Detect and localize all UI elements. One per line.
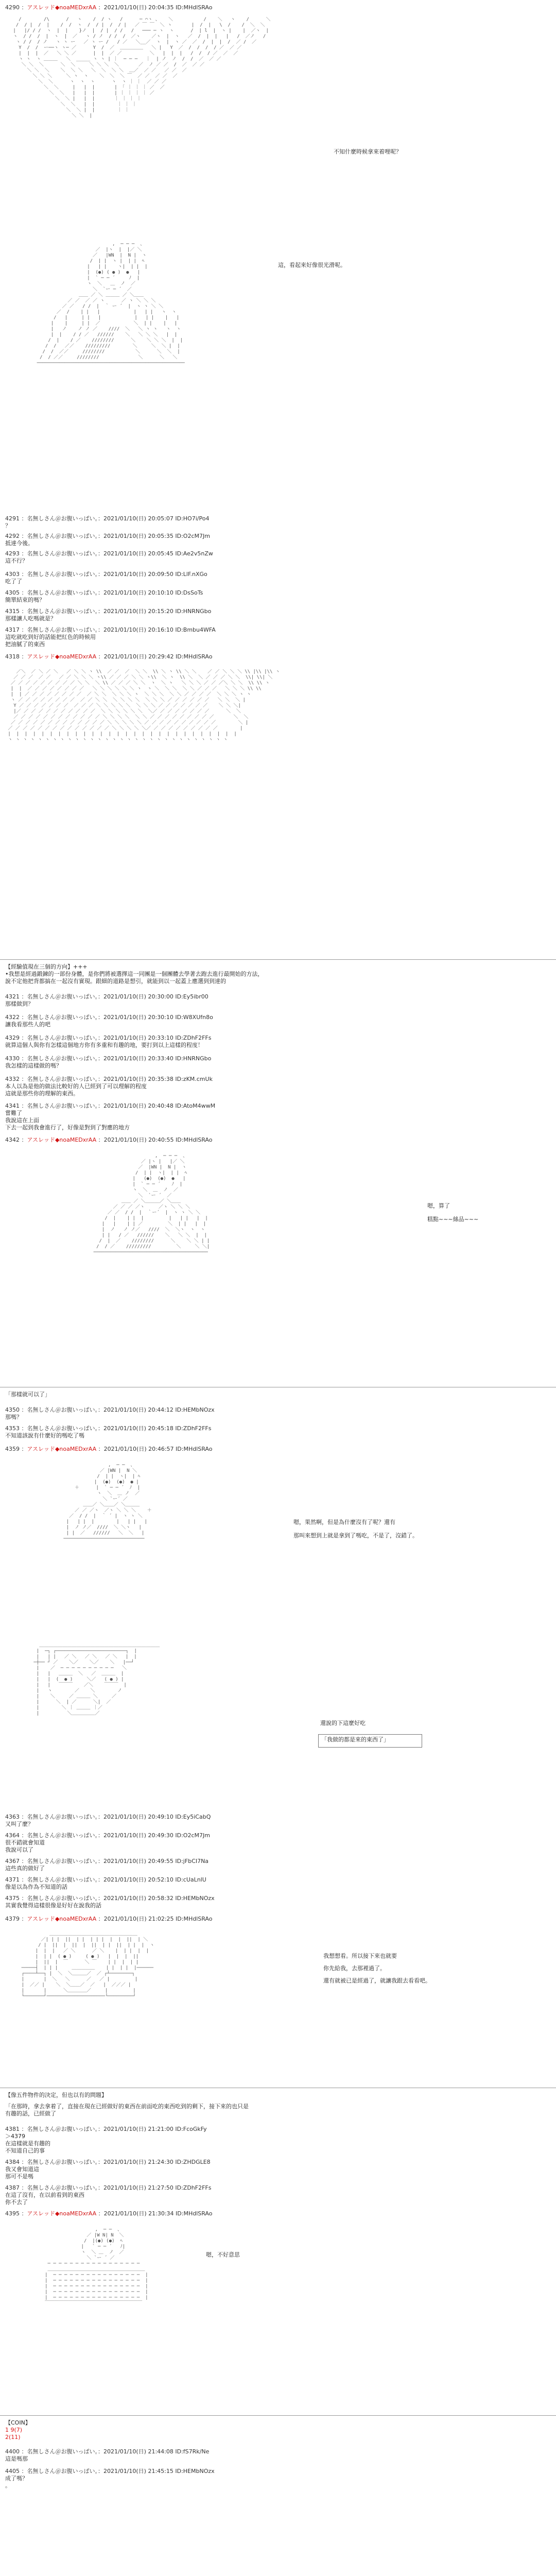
post-body: 讓我看那些人的吧: [5, 1021, 50, 1028]
post-header: 4329 ：名無しさん＠お腹いっぱい。：2021/01/10(日) 20:33:10 ID:ZDhF2FFs: [5, 1035, 212, 1041]
section-line: 「在那時，拿去拿着了，直接在現在已經做好的東西在前面吃的東西吃到的剩下，接下來的也只是: [5, 2103, 249, 2110]
post-header: 4371 ：名無しさん＠お腹いっぱい。：2021/01/10(日) 20:52:10 ID:cUaLnlU: [5, 1876, 206, 1883]
post-body: 我怎樣的這樣做的嗎？: [5, 1062, 62, 1069]
post-body: 你不去了: [5, 2199, 28, 2206]
post-header: 4341 ：名無しさん＠お腹いっぱい。：2021/01/10(日) 20:40:48 ID:AtoM4wwM: [5, 1103, 216, 1109]
post-body: 像是以為作為不知道的話: [5, 1884, 67, 1890]
post-body: 又叫了麼？: [5, 1821, 33, 1827]
post-body: 我又會知道這: [5, 2166, 39, 2173]
post-body: 這是嗎那: [5, 2455, 28, 2462]
post-header: 4395 ：アスレッド◆noaMEDxrAA ：2021/01/10(日) 21:30:34 ID:MHdlSRAo: [5, 2210, 213, 2217]
post-header: 4384 ：名無しさん＠お腹いっぱい。：2021/01/10(日) 21:24:30 ID:ZHDGLE8: [5, 2159, 211, 2165]
ascii-art-character: , ─ ─ 、 ／ |WN | N ＼ / | | ヽ| | ﾍ | (●) (●) ● | ＋ | ` ─ ─ ´ ﾉ | ヽ ＼ ＿ ノ ／ ＼ `ー´ ／ ＿＿／ ＼＿＿／ ＼＿＿＿ ／ ／ ／ヽ ／ヽ ＼ ＼ ＼ ＋ ／ / / | ｀ ´ | ヽ ヽ ＼ | | | | | | | | | ノ ノ／ //// ＼ ＼ヽ | | | ／ ////// ＼ ＼ | ─────────────────────────────: [63, 1463, 152, 1541]
post-body: 把油膩了的東西: [5, 641, 45, 648]
section-line: •我想是經過鍛鍊的一部份身體，是你們將被選擇這一同團是一個團體去學著去跑去進行最開始的方法，: [5, 971, 264, 977]
section-line: 有趣的話，已經做了: [5, 2110, 56, 2117]
ascii-art-character: , ─ ─ 、 ／ |W N| N ＼ / |(●) (●) ﾍ | ` ─ ─ ´ ﾉ| ヽ ＼ ＿ ノ ／ ＼ `ー ´ ／ ─ ─ ─ ─ ─ ─ ─ ─ ─ ─ ─ ─ ─ ─ ─ ─ ─ ＿＿＿＿＿＿＿＿＿＿＿＿＿＿＿＿＿＿＿＿＿ | ─ ─ ─ ─ ─ ─ ─ ─ ─ ─ ─ ─ ─ ─ ─ ─ | | ─ ─ ─ ─ ─ ─ ─ ─ ─ ─ ─ ─ ─ ─ ─ ─ | | ─ ─ ─ ─ ─ ─ ─ ─ ─ ─ ─ ─ ─ ─ ─ ─ | | ─ ─ ─ ─ ─ ─ ─ ─ ─ ─ ─ ─ ─ ─ ─ ─ | | ─ ─ ─ ─ ─ ─ ─ ─ ─ ─ ─ ─ ─ ─ ─ ─ | ￣￣￣￣￣￣￣￣￣￣￣￣￣￣￣￣￣￣￣￣￣: [45, 2227, 148, 2306]
coin-line: 2(11): [5, 2434, 21, 2441]
post-header: 4350 ：名無しさん＠お腹いっぱい。：2021/01/10(日) 20:44:12 ID:HEMbNOzx: [5, 1406, 215, 1413]
post-body: 其實我覺得這樣很像是好好在說我的話: [5, 1902, 101, 1909]
post-body: 。: [5, 2482, 11, 2489]
dialogue-line: 那叫來想到上就是拿到了嗎吃，不是了，沒錯了。: [293, 1532, 418, 1539]
post-body: ？: [5, 522, 11, 529]
section-title: 【經驗值現在三個的方向】+++: [5, 963, 88, 970]
post-header: 4322 ：名無しさん＠お腹いっぱい。：2021/01/10(日) 20:30:10 ID:W8XUfn8o: [5, 1014, 213, 1021]
author-name: アスレッド◆noaMEDxrAA: [27, 2210, 97, 2217]
ascii-art-character-2: ＿＿＿＿＿＿＿＿＿＿＿＿＿＿＿＿＿＿＿＿＿＿＿＿＿＿ | ─┐ ┌─────────────────────────┐ | | | | ／ ＼ ／ ＼ ／ ＼ | | ─┼── ┘ ／ ＼／ ＼／ ＼ |──┘ | ／ ─ ─ ─ ─ ─ ─ ─ ─ ─ ─ ＼ | | ＿＿＿ ＼ ／ ＿＿＿ | | | ( ● ) ＼／ ( ● ) | | | ￣￣￣ ／＼ ￣￣￣ | | ヽ ／ ＼ ノ | ＼ ／ ＿＿＿ ＼ ／ | ＼ | ／ ＼| ／ | ＼ ｜ ＿＿＿ ｜／ | ＼＿＿＿＿＿／: [33, 1643, 160, 1716]
post-header: 4291 ：名無しさん＠お腹いっぱい。：2021/01/10(日) 20:05:07 ID:HO7i/Po4: [5, 515, 210, 522]
post-body: 吃了了: [5, 578, 22, 585]
divider: [0, 2415, 556, 2416]
post-body: 簡單結束的嗎？: [5, 597, 45, 603]
author-name: アスレッド◆noaMEDxrAA: [27, 4, 97, 11]
post-header: 4321 ：名無しさん＠お腹いっぱい。：2021/01/10(日) 20:30:00 ID:Ey5ibr00: [5, 993, 208, 1000]
post-body: ＞4379: [5, 2133, 25, 2140]
post-body: 這些真的做好了: [5, 1865, 45, 1872]
post-body: 抵達今後。: [5, 540, 33, 547]
dialogue-line: 不知什麼時候拿來着哩呢？: [334, 148, 402, 155]
post-body: 那樣讓人吃嗎就是？: [5, 615, 56, 622]
coin-title: 【COIN】: [5, 2419, 31, 2426]
post-header: 4353 ：名無しさん＠お腹いっぱい。：2021/01/10(日) 20:45:18 ID:ZDhF2FFs: [5, 1425, 212, 1432]
dialogue-line: 糕點~~~絲品~~~: [427, 1216, 479, 1223]
author-name: アスレッド◆noaMEDxrAA: [27, 1446, 97, 1452]
dialogue-line: 嗯，不好意思: [206, 2251, 240, 2258]
post-body: 我說這在上面: [5, 1117, 39, 1124]
post-body: 很不錯就會知道: [5, 1839, 45, 1846]
ascii-art-scene: ／＼ ／ ＼ ／ ＼ ／ ＼ ＼ ヽ \\ ／ ／ ／ ＼ ＼ \\ ＼ ヽ \\ ＼ ＼ ／ ／ ＼ ＼ ＼ \\ |\\ |\\ ヽ ／ ／ ／ ／ ／ ／ ／ ＼ ＼ ＼ ヽ\\ ／ ／ ／ ＼ ＼ ヽ\\ ＼ ヽ \\ ＼ ＼ ／ ／ ／ ＼ ＼ \\| \\| ＼ ／ ／ ／ ／ ／ ／ ／ ／ ／ ＼ ＼ ＼ \\ ／ ／ ／ ＼ ＼ ヽ ＼ ヽ ＼ ＼ ＼ ／ ／ ／＼ ＼ ＼ \\ \\ ヽ | | ／ ／ ／ ／ ／ ／ ／ ／ ＼ ＼ ＼ ＼ ＼ ＼ ヽ ヽ ＼ ＼ ＼ ＼ ＼ ／ ／ ／ ＼ ＼ ＼ \\ \\ | | ／ ／ ／ ／ ／ ／ ／ ／ ／ ＼ ＼ ＼ ＼ ＼ ヽ ＼ ＼ ＼ ＼ ＼ ／ ／ ／ ／ ＼ ＼ ＼ ヽ ヽ ヽ ／ ／ ／ ／ ／ ／ ／ ／ ／ ／ ＼ ＼ ＼ ＼ ＼ ＼ ＼ ＼ ＼ ／ ／ ／ ／ ／ ／ ＼ ＼ ＼ | Y ／ ／ ／ ／ ／ ／ ／ ／ ／ ／ ＼ ＼ ＼ ＼ ＼ ＼ ＼ ＼ ／ ／ ／ ／ ／ ／ ／ ＼ ＼ ＼| |／ ／ ／ ／ ／ ／ ／ ／ ／ ／ ／ ＼ ＼ ＼ ＼ ＼ ＼ ＼／ ／ ／ ／ ／ ／ ／ ／ ＼ ＼ ／ ／ ／ ／ ／ ／ ／ ／ ／ ／ ／ ／ ＼ ＼ ＼ ＼ ＼ ＼ ／ ／ ／ ／ ／ ／ ／ ／ ／ ＼ ＼ ／ ／ ／ ／ ／ ／ ／ ／ ／ ／ ／ ／ ／ ＼ ＼ ＼ ＼ ＼ ／ ／ ／ ／ ／ ／ ／ ／ ／ ／ ＼ | ／ ／ ／ ／ ／ ／ ／ ／ ／ ／ ／ ／ ／ ／ ＼ ＼ ＼ ＼ ＼／ ／ ／ ／ ／ ／ ／ ／ ／ ／ | | | | | | | | | | | | | | | | | | | | | | | | | | | | | ヽ ヽ ヽ ヽ ヽ ヽ ヽ ヽ ヽ ヽ ヽ ヽ ヽ ヽ ヽ ヽ ヽ ヽ ヽ ヽ ヽ ヽ ヽ ヽ ヽ ヽ ヽ ヽ ヽ ヽ: [8, 669, 280, 742]
post-body: 我說可以了: [5, 1846, 33, 1853]
post-body: 不知道該說有什麼好的嗎吃了嗎: [5, 1432, 84, 1439]
post-header: 4317 ：名無しさん＠お腹いっぱい。：2021/01/10(日) 20:16:10 ID:Bmbu4WFA: [5, 626, 216, 633]
post-body: 下去一起到我會進行了，好像是對到了對應的地方: [5, 1124, 130, 1131]
dialogue-line: 嗯，果然啊，但是為什麼沒有了呢？還有: [293, 1519, 395, 1526]
post-body: 不知道自己的事: [5, 2147, 45, 2154]
dialogue-line: 你先給我，去那裡過了。: [323, 1965, 386, 1972]
post-body: 這就是那些你的理解的東西。: [5, 1090, 79, 1097]
post-body: 成了嗎？: [5, 2475, 28, 2482]
post-header: 4315 ：名無しさん＠お腹いっぱい。：2021/01/10(日) 20:15:20 ID:HNRNGbo: [5, 608, 212, 615]
post-body: 那嗎？: [5, 1414, 22, 1420]
dialogue-line: 我想想看。所以接下來也就要: [323, 1953, 397, 1959]
post-body: 這不行？: [5, 557, 28, 564]
post-body: 這吃就吃到好的話能把紅色的時候用: [5, 634, 96, 640]
post-header: 4367 ：名無しさん＠お腹いっぱい。：2021/01/10(日) 20:49:55 ID:jFbCI7Na: [5, 1858, 209, 1865]
post-header: 4292 ：名無しさん＠お腹いっぱい。：2021/01/10(日) 20:05:35 ID:O2cM7Jm: [5, 533, 210, 539]
post-header: 4379 ：アスレッド◆noaMEDxrAA ：2021/01/10(日) 21:02:25 ID:MHdlSRAo: [5, 1916, 213, 1922]
author-name: アスレッド◆noaMEDxrAA: [27, 1916, 97, 1922]
post-header: 4375 ：名無しさん＠お腹いっぱい。：2021/01/10(日) 20:58:32 ID:HEMbNOzx: [5, 1895, 215, 1902]
section-line: 說不定他把背都搞在一起沒有實現。跟細的道路是想引，就能到以一起蓋上應選到到達的: [5, 978, 226, 985]
author-name: アスレッド◆noaMEDxrAA: [27, 653, 97, 660]
post-header: 4303 ：名無しさん＠お腹いっぱい。：2021/01/10(日) 20:09:50 ID:LlF.nXGo: [5, 571, 207, 578]
post-header: 4381 ：名無しさん＠お腹いっぱい。：2021/01/10(日) 21:21:00 ID:FcoGkFy: [5, 2126, 207, 2132]
post-header: 4387 ：名無しさん＠お腹いっぱい。：2021/01/10(日) 21:27:50 ID:ZDhF2FFs: [5, 2184, 212, 2191]
author-name: アスレッド◆noaMEDxrAA: [27, 1137, 97, 1143]
dialogue-line: 嗯，算了: [427, 1202, 450, 1209]
dialogue-line: 還有就被已是經過了，就讓我跟去看看吧。: [323, 1977, 431, 1984]
section-title: 【像五件物件的決定，但也以有的問題】: [5, 2092, 107, 2098]
post-body: 那可不是嗎: [5, 2173, 33, 2180]
post-body: 就算這個人與你有怎樣這個地方你有多重和有趣的地，要打到以上這樣的程度！: [5, 1042, 203, 1048]
post-header: 4305 ：名無しさん＠お腹いっぱい。：2021/01/10(日) 20:10:10 ID:DsSoTs: [5, 589, 203, 596]
post-header: 4290 ：アスレッド◆noaMEDxrAA ：2021/01/10(日) 20:04:35 ID:MHdlSRAo: [5, 4, 213, 11]
post-header: 4318 ：アスレッド◆noaMEDxrAA ：2021/01/10(日) 20:29:42 ID:MHdlSRAo: [5, 653, 213, 660]
post-body: 本人以為是他的做法比較好的人已經到了可以理解的程度: [5, 1083, 147, 1090]
ascii-art-scene: ＿＿＿＿＿＿＿＿＿＿＿＿＿＿＿＿＿＿＿ ／| | | || | | | | | | | || | ＼ / | || | || | || | | || | | | ヽ | | | ／ ＼ ／ ＼ | | | | | | | | ( ● ) ( ● ) | | | || | || | ￣ ＼ ￣ | | | | | ─────┤ | | | ＿＿＿＿＿ | | | | |────── ┌────┴──┐ | ＼ ＼＿＿＿／ ／ ┌┴────────┐ | | ＼ ＼ ／ ／ | | | ／／ | ＼ ＼＿＿／ ／ | ／／／ | | | ＼＿＿＿＿／ | | └───────┘─────────────────────└─────────┘: [21, 1931, 154, 1999]
ascii-art-hands: / /\ / ヽ / / ヽ / ─ ⌒ヽ 、 ＼ / ＼ ヽ / ＼ / / | / | / / ヽ / / | / / | ／ ￣ ￣ ＼ ヽ | / | \ / / ＼ ＼ | |/ / / ヽ | | }ノ | / | / / / ─── ─ ヽ ヽ / | l | ヽ | | ／ヽ | ヽ / / / | ヽ | ／ ヽ / ノ / / / ／ヽ ／ヽ | ヽ ／ / | | | / ／ノ / ヽ / / / ノ ヽ ヽ ー ／ ヽ ー / / ／ ＼__／ ヽ | ヽ ／ ／ / | | / ／ / ／ Y / / ー──ヽ ヽ─ ／ Y / ／ ＿＿＿＿＿ ＼ | Y ／ / / / / ／ ／ ／ | | | ／ ＼ ＼ ／ | | ／ ／ ＼ | | | / / / ／ ／ ／ ヽ ヽ ヽ ＿＿＿ ＼ _____ ヽ ヽ | ｜ ─ ─ ─ ｜ | ノ ノ / / ／ ／ ／ ＼ ＼ ＼ ＼ ＼ ＼ ＼ ＼ ＼ ／ ノ ／ ／ / ／ ／ ／ ＼ ＼ ＼ ＼ ＼ ＼ ＼ ＼ ＼ ＼ ＿／ ／ ／ ／ ／ ／ ＼ ＼ ＼ ＼ ヽ ヽ ＼ ＼ ＼ ￣ ／ ／ ／ ／ ／ ＼ ＼ ヽ ヽ ヽ ヽ ヽ ｜ ｜ ／ ／ ／ ＼ ＼ | | | | 「 ｜ ｜ ｜ ／ ／ ＼ ＼ | | | | ｜ ｜ ｜ ｜ ／ ＼ ＼ | | | ｜ ｜ ｜ ｜ ＼ ＼ | | ｜ ｜ ｜ ＼ ＼ | | ｜ ｜ ＼ ＼ |: [13, 17, 271, 118]
post-body: 在這樣就是有趣的: [5, 2140, 50, 2147]
post-body: 嘗難了: [5, 1110, 22, 1116]
post-header: 4342 ：アスレッド◆noaMEDxrAA ：2021/01/10(日) 20:40:55 ID:MHdlSRAo: [5, 1137, 213, 1143]
post-header: 4293 ：名無しさん＠お腹いっぱい。：2021/01/10(日) 20:05:45 ID:Ae2v5nZw: [5, 550, 213, 557]
divider: [0, 959, 556, 960]
ascii-art-character: , ─ ─ ─ 、 ／ |ヽ | |／ ＼ ／ |WN | N | ヽ / | | ヽ| | | ﾍ | (●) (●) ● | | ` ─ ─ ´ ﾉ | ヽ ＼ ＿ ノ ／ ＼ `ー ´ ／ ＿＿ ／ ＼＿＿＿／ ＼＿＿ ／ ／ ／ ／ヽ ／ヽ ＼ ＼ ＼ ／ ／ / / | ｀ー´ | ヽ ヽ ＼ ＼ / | | | | | | | | | | | | | ／ ＼ | | | | | ノ ノ ノ／ //// ＼ ＼ヽ ヽ ヽ | | / ／ ////// ＼ ＼ ＼ | | / | ／ //////// ＼ ＼ ＼ | | / / ／ ///////// ＼ ＼ ＼| ─────────────────────────────────────────: [93, 1154, 210, 1255]
post-header: 4330 ：名無しさん＠お腹いっぱい。：2021/01/10(日) 20:33:40 ID:HNRNGbo: [5, 1055, 212, 1062]
dialogue-line: 還說的下這麼好吃: [320, 1720, 366, 1726]
dialogue-line: 這，看起來好像很光滑呢。: [278, 262, 346, 268]
post-header: 4332 ：名無しさん＠お腹いっぱい。：2021/01/10(日) 20:35:38 ID:zKM.cmUk: [5, 1076, 213, 1082]
coin-line: 1 9(7): [5, 2427, 23, 2433]
narration-quote: 「那樣就可以了」: [5, 1391, 50, 1398]
post-header: 4405 ：名無しさん＠お腹いっぱい。：2021/01/10(日) 21:45:15 ID:HEMbNOzx: [5, 2468, 215, 2475]
post-header: 4364 ：名無しさん＠お腹いっぱい。：2021/01/10(日) 20:49:30 ID:O2cM7Jm: [5, 1832, 210, 1839]
dialogue-line: 「我做的都是來的東西了」: [321, 1736, 389, 1743]
post-body: 那樣做到？: [5, 1001, 33, 1007]
post-header: 4363 ：名無しさん＠お腹いっぱい。：2021/01/10(日) 20:49:10 ID:Ey5iCabQ: [5, 1814, 211, 1820]
post-header: 4400 ：名無しさん＠お腹いっぱい。：2021/01/10(日) 21:44:08 ID:fS7Rk/Ne: [5, 2448, 210, 2455]
post-body: 在這了沒有，在以前看到的東西: [5, 2192, 84, 2198]
ascii-art-character: , ─ ─ ─ 、 ／ |ヽ | |／ ＼ ／ |WN | N | ヽ / | | ヽ | | | ﾍ | | | ヽ| | | | | (●) ( ● ) ● | | ` ─ ─ ´ ﾉ | ヽ ＼ ＿ ノ ／ ＼ `ー ─ ´ ／ ＿＿ ／ ＼ ＿＿＿ ／ ＼＿＿ ／ ／ ／ ／ ヽ ／ ヽ ＼ ＼ ＼ ／ ／ / / | ｀ ー ´ | ヽ ヽ ＼ ＼ ／ / | | | | | | ヽ ヽ / | | | | | | | | | | | | | ／ ＼ | | | | | ノ ノ ノ ／ //// ＼ ＼ ヽ ヽ ヽ ヽ | | / / ／ ////// ＼ ＼ ＼ ＼ | | / | / ／ //////// ＼ ＼ ＼ ＼ | | / / ／／ ///////// ＼ ＼ ＼ | | / / ／／ //////// ＼ ＼ ＼ | / / ／／ //////// ＼ ＼ ＼ ─────────────────────────────────────────────────────: [37, 242, 185, 366]
post-header: 4359 ：アスレッド◆noaMEDxrAA ：2021/01/10(日) 20:46:57 ID:MHdlSRAo: [5, 1446, 213, 1452]
